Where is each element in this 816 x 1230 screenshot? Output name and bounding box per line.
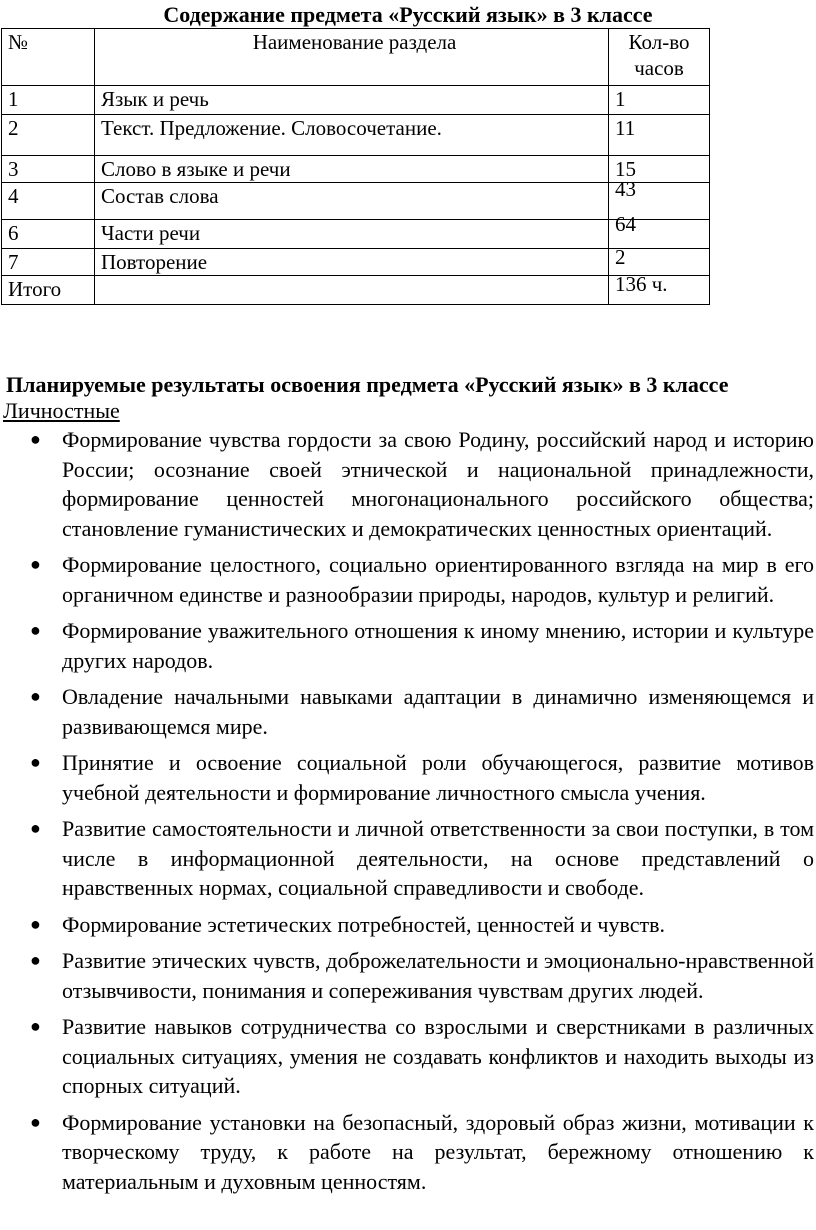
list-item: [0, 550, 816, 609]
list-item: [0, 425, 816, 543]
row-hours: 1: [609, 86, 710, 115]
bullet-icon: ●: [30, 752, 41, 772]
row-num: 2: [2, 115, 95, 156]
bullet-icon: ●: [30, 950, 41, 970]
bullet-icon: ●: [30, 686, 41, 706]
table-total-row: [2, 276, 710, 305]
list-item: [0, 814, 816, 903]
list-item: [0, 946, 816, 1005]
row-section-name: Части речи: [95, 220, 609, 249]
list-item-text: Развитие самостоятельности и личной ответственности за свои поступки, в том числе в информационной деятельности, на основе представлений о нравственных нормах, социальной справедливости и свободе.: [62, 816, 814, 900]
list-item: [0, 1012, 816, 1101]
row-hours-value: 64: [615, 212, 636, 236]
row-hours-value: 43: [615, 177, 636, 201]
bullet-icon: ●: [30, 429, 41, 449]
bullet-icon: ●: [30, 1111, 41, 1132]
list-item: [0, 682, 816, 741]
table-row: [2, 220, 710, 249]
table-row: [2, 183, 710, 220]
row-num: 7: [2, 249, 95, 276]
total-label: Итого: [2, 276, 95, 305]
row-num: 1: [2, 86, 95, 115]
results-subtitle: Личностные: [3, 398, 120, 423]
total-hours: [609, 272, 710, 305]
list-item-text: Формирование чувства гордости за свою Родину, российский народ и историю России; осознание своей этнической и национальной принадлежности, формирование ценностей многонационального российского общества; становление гуманистических и демократических ценностных ориентаций.: [62, 427, 814, 541]
list-item-text: Формирование целостного, социально ориентированного взгляда на мир в его органичном единстве и разнообразии природы, народов, культур и религий.: [62, 552, 814, 607]
bullet-icon: ●: [30, 620, 41, 640]
list-item-text: Развитие этических чувств, доброжелательности и эмоционально-нравственной отзывчивости, понимания и сопереживания чувствам других людей.: [62, 948, 814, 1003]
results-list: [0, 425, 816, 1203]
bullet-icon: ●: [30, 554, 41, 574]
row-num: 4: [2, 183, 95, 220]
table-row: [2, 249, 710, 276]
list-item: [0, 616, 816, 675]
bullet-icon: ●: [30, 913, 41, 934]
bullet-icon: ●: [30, 1016, 41, 1036]
list-item-text: Принятие и освоение социальной роли обучающегося, развитие мотивов учебной деятельности и формирование личностного смысла учения.: [62, 750, 814, 805]
row-hours-value: 2: [615, 245, 626, 269]
header-section-name: Наименование раздела: [95, 29, 609, 86]
list-item: [0, 748, 816, 807]
row-section-name: Повторение: [95, 249, 609, 276]
page-title: Содержание предмета «Русский язык» в 3 классе: [163, 2, 653, 27]
results-title: Планируемые результаты освоения предмета «Русский язык» в 3 классе: [6, 372, 729, 397]
row-hours: 11: [609, 115, 710, 156]
bullet-icon: ●: [30, 818, 41, 838]
content-table: [1, 28, 710, 305]
list-item: [0, 910, 816, 940]
table-row: [2, 156, 710, 183]
header-num: №: [2, 29, 95, 86]
row-num: 6: [2, 220, 95, 249]
total-section-name: [95, 276, 609, 305]
table-row: [2, 86, 710, 115]
header-hours: Кол-во часов: [609, 29, 710, 86]
row-section-name: Состав слова: [95, 183, 609, 220]
list-item-text: Овладение начальными навыками адаптации в динамично изменяющемся и развивающемся мире.: [62, 684, 814, 739]
list-item-text: Формирование эстетических потребностей, ценностей и чувств.: [62, 911, 665, 937]
list-item-text: Развитие навыков сотрудничества со взрослыми и сверстниками в различных социальных ситуациях, умения не создавать конфликтов и находить выходы из спорных ситуаций.: [62, 1014, 814, 1098]
row-section-name: Текст. Предложение. Словосочетание.: [95, 115, 609, 156]
list-item-text: Формирование установки на безопасный, здоровый образ жизни, мотивации к творческому труду, к работе на результат, бережному отношению к материальным и духовным ценностям.: [62, 1109, 814, 1194]
list-item-text: Формирование уважительного отношения к иному мнению, истории и культуре других народов.: [62, 618, 814, 673]
row-hours: 15: [609, 156, 710, 183]
row-section-name: Слово в языке и речи: [95, 156, 609, 183]
row-section-name: Язык и речь: [95, 86, 609, 115]
row-num: 3: [2, 156, 95, 183]
total-hours-value: 136 ч.: [615, 272, 668, 296]
table-row: [2, 115, 710, 156]
list-item: [0, 1108, 816, 1197]
table-header-row: [2, 29, 710, 86]
